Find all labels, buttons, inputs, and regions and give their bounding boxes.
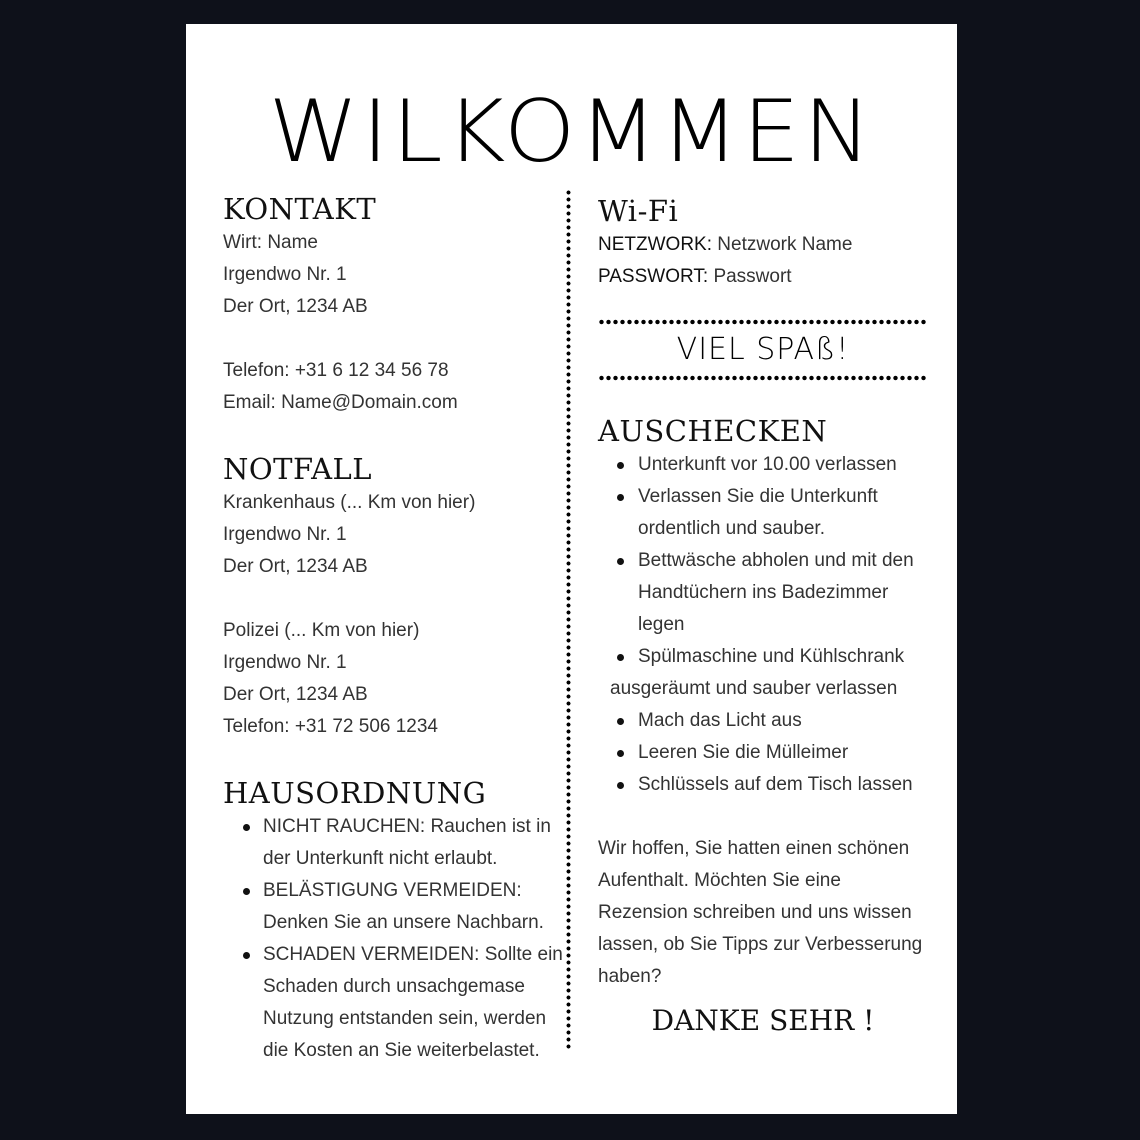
list-item: BELÄSTIGUNG VERMEIDEN: Denken Sie an unsere Nachbarn. — [223, 875, 563, 939]
banner-text: VIEL SPAß! — [676, 332, 850, 367]
wifi-heading: Wi-Fi — [598, 194, 679, 228]
list-item: Unterkunft vor 10.00 verlassen — [598, 449, 928, 481]
hospital-name: Krankenhaus (... Km von hier) — [223, 492, 476, 513]
kontakt-heading: KONTAKT — [223, 192, 377, 226]
wifi-network-value: Netzwork Name — [717, 234, 853, 255]
police-phone: Telefon: +31 72 506 1234 — [223, 716, 438, 737]
list-item: Verlassen Sie die Unterkunft ordentlich und sauber. — [598, 481, 928, 545]
kontakt-email: Email: Name@Domain.com — [223, 392, 458, 413]
wifi-network-label: NETZWORK: — [598, 234, 712, 255]
police-city: Der Ort, 1234 AB — [223, 684, 368, 705]
kontakt-host: Wirt: Name — [223, 232, 318, 253]
wifi-password — [598, 261, 928, 293]
notfall-heading: NOTFALL — [223, 452, 373, 486]
kontakt-city: Der Ort, 1234 AB — [223, 296, 368, 317]
column-divider — [566, 189, 571, 1049]
thanks-text: DANKE SEHR ! — [651, 1004, 875, 1037]
list-item: Schlüssels auf dem Tisch lassen — [598, 769, 928, 801]
closing-paragraph: Wir hoffen, Sie hatten einen schönen Aufenthalt. Möchten Sie eine Rezension schreiben und uns wissen lassen, ob Sie Tipps zur Verbesserung haben? — [598, 838, 923, 987]
list-item: NICHT RAUCHEN: Rauchen ist in der Unterkunft nicht erlaubt. — [223, 811, 563, 875]
right-column — [598, 191, 928, 1041]
auschecken-heading: AUSCHECKEN — [598, 414, 828, 448]
wifi-password-value: Passwort — [713, 266, 792, 287]
list-item: Leeren Sie die Mülleimer — [598, 737, 928, 769]
wifi-password-label: PASSWORT: — [598, 266, 709, 287]
police-street: Irgendwo Nr. 1 — [223, 652, 347, 673]
auschecken-list — [598, 449, 928, 801]
kontakt-phone: Telefon: +31 6 12 34 56 78 — [223, 360, 449, 381]
wifi-network — [598, 229, 928, 261]
hausordnung-list — [223, 811, 563, 1067]
list-item: Mach das Licht aus — [598, 705, 928, 737]
hospital-street: Irgendwo Nr. 1 — [223, 524, 347, 545]
left-column — [223, 191, 563, 1067]
list-item-continuation: ausgeräumt und sauber verlassen — [610, 678, 898, 699]
list-item: Bettwäsche abholen und mit den Handtüchern ins Badezimmer legen — [598, 545, 928, 641]
hausordnung-heading: HAUSORDNUNG — [223, 776, 487, 810]
page-title: WILKOMMEN — [268, 82, 875, 182]
list-item — [598, 641, 928, 705]
welcome-sheet — [186, 24, 957, 1114]
list-item: SCHADEN VERMEIDEN: Sollte ein Schaden durch unsachgemase Nutzung entstanden sein, werden die Kosten an Sie weiterbelastet. — [223, 939, 563, 1067]
list-item-text: Spülmaschine und Kühlschrank — [638, 646, 905, 667]
kontakt-street: Irgendwo Nr. 1 — [223, 264, 347, 285]
police-name: Polizei (... Km von hier) — [223, 620, 420, 641]
hospital-city: Der Ort, 1234 AB — [223, 556, 368, 577]
